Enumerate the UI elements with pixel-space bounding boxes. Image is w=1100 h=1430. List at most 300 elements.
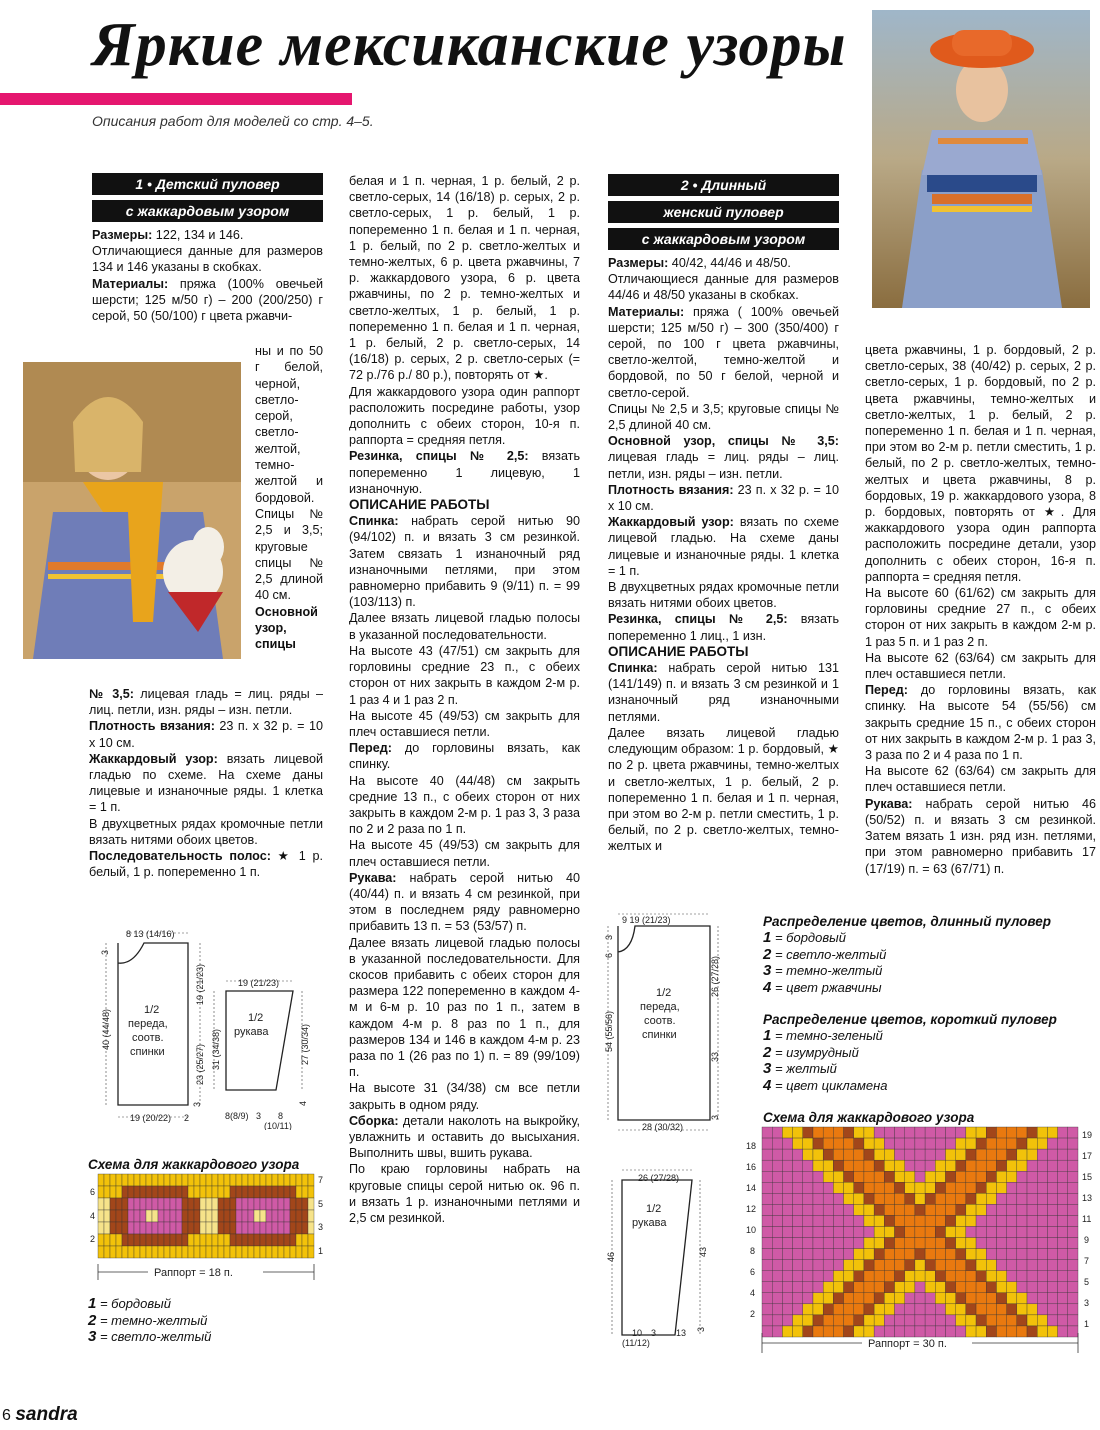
chart-cell [1007,1238,1017,1249]
chart-cell [844,1226,854,1237]
chart-cell [915,1315,925,1326]
chart-cell [1058,1238,1068,1249]
chart-cell [152,1198,158,1210]
chart-cell [1027,1260,1037,1271]
chart-cell [895,1293,905,1304]
chart-cell [915,1182,925,1193]
chart1-row-6: 6 [90,1187,96,1197]
assembly-text-2: По краю горловины набрать на круговые спицы серой нитью ок. 96 п. и вязать 1 р. изнаночными петлями и 2,5 см резинкой. [349,1162,580,1225]
chart-cell [966,1304,976,1315]
chart-cell [170,1186,176,1198]
chart-cell [945,1204,955,1215]
chart-cell [182,1210,188,1222]
chart-cell [884,1193,894,1204]
chart-cell [1007,1193,1017,1204]
chart-cell [1068,1282,1078,1293]
chart-cell [158,1186,164,1198]
chart-cell [803,1304,813,1315]
jacquard-placement: Для жаккардового узора один раппорт расположить посредине работы, узор дополнить с обеих сторон, 10-я п. раппорта = средняя петля. [349,384,580,448]
chart-cell [945,1282,955,1293]
chart-cell [935,1215,945,1226]
chart-cell [976,1160,986,1171]
chart-cell [833,1249,843,1260]
chart-cell [803,1249,813,1260]
chart-cell [146,1210,152,1222]
chart-cell [844,1282,854,1293]
chart-cell [1037,1193,1047,1204]
chart-cell [782,1171,792,1182]
chart-cell [122,1246,128,1258]
legend-long-t4: = цвет ржавчины [771,979,882,995]
chart-cell [1017,1171,1027,1182]
chart-cell [164,1222,170,1234]
chart-cell [813,1127,823,1138]
chart-cell [854,1171,864,1182]
chart-cell [884,1271,894,1282]
chart-cell [844,1249,854,1260]
chart-cell [1007,1226,1017,1237]
chart-cell [935,1271,945,1282]
chart-cell [308,1198,314,1210]
chart-cell [813,1304,823,1315]
chart-cell [308,1246,314,1258]
chart-cell [905,1215,915,1226]
chart-cell [905,1204,915,1215]
chart-cell [915,1171,925,1182]
chart-cell [996,1204,1006,1215]
chart-cell [813,1238,823,1249]
chart-cell [110,1198,116,1210]
chart-cell [1007,1282,1017,1293]
chart-cell [915,1304,925,1315]
d2-right-h2: 33 [710,1051,720,1062]
chart-cell [925,1226,935,1237]
chart-cell [935,1127,945,1138]
chart-cell [833,1138,843,1149]
chart-cell [803,1271,813,1282]
chart-cell [762,1204,772,1215]
model1-column1-lower [89,686,323,880]
chart-cell [905,1304,915,1315]
chart-cell [996,1226,1006,1237]
front-text: до горловины вязать, как спинку. [349,741,580,772]
chart-cell [772,1304,782,1315]
chart-cell [278,1174,284,1186]
chart-cell [956,1160,966,1171]
chart-cell [1007,1138,1017,1149]
chart-cell [230,1234,236,1246]
chart-cell [772,1315,782,1326]
chart-cell [915,1138,925,1149]
chart-cell [945,1127,955,1138]
chart-cell [782,1204,792,1215]
chart-cell [290,1186,296,1198]
chart-cell [296,1246,302,1258]
chart-cell [1068,1249,1078,1260]
chart-cell [302,1246,308,1258]
chart-cell [996,1160,1006,1171]
chart-cell [188,1186,194,1198]
chart-cell [966,1238,976,1249]
chart-cell [793,1215,803,1226]
chart-cell [1017,1215,1027,1226]
chart-cell [956,1149,966,1160]
chart-cell [1058,1304,1068,1315]
chart2-row-1: 1 [1084,1319,1090,1329]
stripes-text: ★ 1 р. белый, 1 р. попеременно 1 п. [89,849,324,880]
chart-cell [772,1260,782,1271]
model1-materials-wrap [255,343,323,653]
chart-cell [976,1149,986,1160]
chart-cell [1068,1193,1078,1204]
pattern-diagram-long [600,912,740,1350]
chart-cell [194,1174,200,1186]
d1-front-1: переда, [128,1018,168,1030]
chart-cell [194,1222,200,1234]
chart-cell [803,1293,813,1304]
chart-cell [278,1234,284,1246]
chart-cell [98,1186,104,1198]
d2-front-1: переда, [640,1001,680,1013]
chart-cell [254,1186,260,1198]
chart-cell [813,1171,823,1182]
chart-cell [945,1293,955,1304]
chart-cell [1017,1149,1027,1160]
child-photo [23,362,241,659]
chart-cell [996,1249,1006,1260]
chart-cell [1037,1182,1047,1193]
chart-cell [976,1282,986,1293]
chart-cell [793,1238,803,1249]
two-color2-text: В двухцветных рядах кромочные петли вязать нитями обоих цветов. [608,580,839,611]
chart-cell [1058,1249,1068,1260]
legend-long-n3: 3 [763,962,772,979]
chart-cell [170,1246,176,1258]
chart-cell [272,1198,278,1210]
chart-cell [212,1198,218,1210]
chart-cell [762,1326,772,1337]
chart-cell [803,1149,813,1160]
chart-cell [782,1304,792,1315]
chart-cell [925,1160,935,1171]
chart-cell [915,1293,925,1304]
chart-cell [762,1304,772,1315]
jacquard2-text: вязать по схеме лицевой гладью. На схеме даны лицевые и изнаночные ряды. 1 клетка = 1 п. [608,515,839,578]
chart-cell [194,1234,200,1246]
chart-cell [895,1215,905,1226]
chart-cell [1017,1193,1027,1204]
chart-cell [833,1215,843,1226]
chart-cell [200,1198,206,1210]
chart-cell [188,1174,194,1186]
chart-cell [864,1226,874,1237]
chart-cell [254,1234,260,1246]
chart-cell [1058,1271,1068,1282]
chart-cell [935,1293,945,1304]
chart-cell [772,1182,782,1193]
model2-column4 [865,342,1096,877]
chart-cell [158,1174,164,1186]
chart-cell [854,1238,864,1249]
chart-cell [1027,1271,1037,1282]
chart-cell [956,1293,966,1304]
chart2-cells [762,1127,1078,1337]
chart-cell [236,1186,242,1198]
chart-cell [1058,1171,1068,1182]
chart-cell [762,1315,772,1326]
density-label: Плотность вязания: [89,719,215,734]
model2-heading-line1: 2 • Длинный [608,174,839,196]
page-number: 6 [2,1407,11,1424]
chart-cell [762,1127,772,1138]
chart-cell [854,1127,864,1138]
chart-cell [290,1210,296,1222]
chart-cell [218,1186,224,1198]
chart-cell [956,1260,966,1271]
chart-cell [803,1160,813,1171]
chart-cell [272,1222,278,1234]
chart-cell [296,1222,302,1234]
chart-cell [1058,1215,1068,1226]
chart-cell [140,1222,146,1234]
chart-cell [864,1204,874,1215]
chart-cell [905,1171,915,1182]
chart-cell [935,1282,945,1293]
chart-cell [98,1234,104,1246]
work2-heading: ОПИСАНИЕ РАБОТЫ [608,643,749,659]
chart-cell [874,1204,884,1215]
chart-cell [104,1222,110,1234]
chart-cell [1017,1249,1027,1260]
chart-cell [152,1174,158,1186]
chart-cell [966,1149,976,1160]
d1-sleeve-label: рукава [234,1026,269,1038]
chart-cell [833,1271,843,1282]
chart-cell [1007,1182,1017,1193]
chart-cell [146,1174,152,1186]
chart-cell [854,1315,864,1326]
chart-cell [302,1186,308,1198]
chart-cell [206,1246,212,1258]
chart-cell [152,1246,158,1258]
chart-cell [116,1210,122,1222]
chart-cell [1027,1171,1037,1182]
chart-cell [874,1171,884,1182]
chart-cell [272,1186,278,1198]
chart-cell [1017,1260,1027,1271]
chart-cell [98,1174,104,1186]
chart-cell [915,1193,925,1204]
stripes-label: Последовательность полос: [89,849,271,864]
legend-short-n4: 4 [763,1076,772,1094]
chart-cell [915,1215,925,1226]
chart-cell [864,1127,874,1138]
chart-cell [935,1304,945,1315]
chart-cell [854,1193,864,1204]
chart-cell [966,1282,976,1293]
chart-cell [966,1271,976,1282]
chart-cell [844,1182,854,1193]
chart-cell [1047,1193,1057,1204]
chart-cell [915,1226,925,1237]
chart-cell [200,1234,206,1246]
d2-sleeve-half: 1/2 [646,1203,662,1215]
chart-cell [1007,1127,1017,1138]
chart-cell [1058,1160,1068,1171]
chart2-row-19: 19 [1082,1130,1093,1140]
chart-cell [884,1215,894,1226]
chart-cell [956,1204,966,1215]
chart-cell [884,1204,894,1215]
chart2-row-9: 9 [1084,1235,1090,1245]
d2-sleeve-top: 26 (27/28) [638,1173,680,1183]
chart-cell [152,1186,158,1198]
chart-cell [266,1246,272,1258]
chart-cell [1007,1149,1017,1160]
chart-cell [122,1234,128,1246]
chart-cell [1027,1282,1037,1293]
legend-short-t4: = цвет цикламена [771,1077,888,1093]
chart-cell [813,1226,823,1237]
chart-cell [1037,1238,1047,1249]
chart-cell [110,1186,116,1198]
chart-cell [762,1238,772,1249]
chart-cell [1058,1204,1068,1215]
chart-cell [895,1149,905,1160]
chart-cell [194,1210,200,1222]
chart-cell [182,1186,188,1198]
chart-cell [290,1174,296,1186]
chart-cell [242,1246,248,1258]
chart-cell [925,1149,935,1160]
chart-cell [945,1138,955,1149]
chart-cell [122,1186,128,1198]
chart-cell [956,1226,966,1237]
chart2-row-18: 18 [746,1141,757,1151]
chart-cell [140,1174,146,1186]
chart-cell [813,1215,823,1226]
chart-cell [874,1293,884,1304]
chart-cell [1047,1160,1057,1171]
chart-cell [895,1127,905,1138]
d1-top-dims: 8 13 (14/16) [126,929,175,939]
chart-cell [1068,1260,1078,1271]
chart-cell [1007,1171,1017,1182]
chart-cell [230,1246,236,1258]
chart-cell [110,1210,116,1222]
chart-cell [266,1234,272,1246]
chart-cell [895,1193,905,1204]
chart-cell [194,1198,200,1210]
chart-cell [986,1127,996,1138]
chart-cell [1047,1149,1057,1160]
chart-cell [823,1127,833,1138]
chart-cell [966,1171,976,1182]
chart-cell [976,1238,986,1249]
chart-cell [1058,1149,1068,1160]
chart-cell [1047,1138,1057,1149]
brand-logo: sandra [15,1404,78,1425]
chart-cell [248,1210,254,1222]
chart-cell [833,1326,843,1337]
chart-cell [793,1271,803,1282]
chart-cell [1027,1215,1037,1226]
chart-cell [874,1260,884,1271]
chart-cell [1037,1271,1047,1282]
materials-label: Материалы: [92,276,169,291]
chart-cell [158,1234,164,1246]
chart-cell [874,1282,884,1293]
d1-mid-height2: 23 (25/27) [195,1043,205,1085]
chart-cell [935,1249,945,1260]
chart1-row-2: 2 [90,1234,96,1244]
chart-cell [230,1198,236,1210]
chart-cell [905,1326,915,1337]
legend-long-t1: = бордовый [771,930,846,945]
chart-cell [803,1260,813,1271]
chart-cell [284,1210,290,1222]
chart-cell [925,1238,935,1249]
chart-cell [854,1271,864,1282]
chart-cell [1047,1304,1057,1315]
chart-cell [1068,1204,1078,1215]
chart-cell [833,1238,843,1249]
chart-cell [895,1326,905,1337]
chart-cell [1037,1204,1047,1215]
d2-front-3: спинки [642,1029,677,1041]
sizes-value: 122, 134 и 146. [152,228,244,242]
chart-cell [762,1260,772,1271]
chart-cell [772,1149,782,1160]
model2-heading-line2: женский пуловер [608,201,839,223]
chart-cell [104,1198,110,1210]
chart-cell [803,1215,813,1226]
chart-cell [854,1138,864,1149]
chart-cell [1047,1226,1057,1237]
chart-cell [833,1193,843,1204]
chart-cell [272,1174,278,1186]
chart-cell [1027,1204,1037,1215]
chart-cell [128,1198,134,1210]
legend1-t1: = бордовый [96,1296,171,1311]
chart-cell [884,1182,894,1193]
chart-cell [176,1246,182,1258]
back2-text: набрать серой нитью 131 (141/149) п. и вязать 3 см резинкой и 1 изнаночный ряд изнаночными петлями. [608,661,839,724]
chart-cell [956,1271,966,1282]
chart-cell [813,1271,823,1282]
chart-cell [122,1174,128,1186]
chart-cell [248,1186,254,1198]
chart-cell [884,1260,894,1271]
chart-cell [260,1174,266,1186]
chart-cell [895,1182,905,1193]
chart-cell [1037,1226,1047,1237]
chart-cell [844,1215,854,1226]
chart-cell [146,1246,152,1258]
chart-cell [266,1186,272,1198]
chart-cell [823,1149,833,1160]
chart-cell [782,1182,792,1193]
chart-cell [762,1215,772,1226]
chart-cell [302,1222,308,1234]
chart-cell [935,1238,945,1249]
chart-cell [813,1315,823,1326]
chart-cell [935,1193,945,1204]
legend-long-n1: 1 [763,929,772,946]
legend-short-title: Распределение цветов, короткий пуловер [763,1012,1057,1027]
chart-cell [803,1204,813,1215]
chart-cell [762,1193,772,1204]
